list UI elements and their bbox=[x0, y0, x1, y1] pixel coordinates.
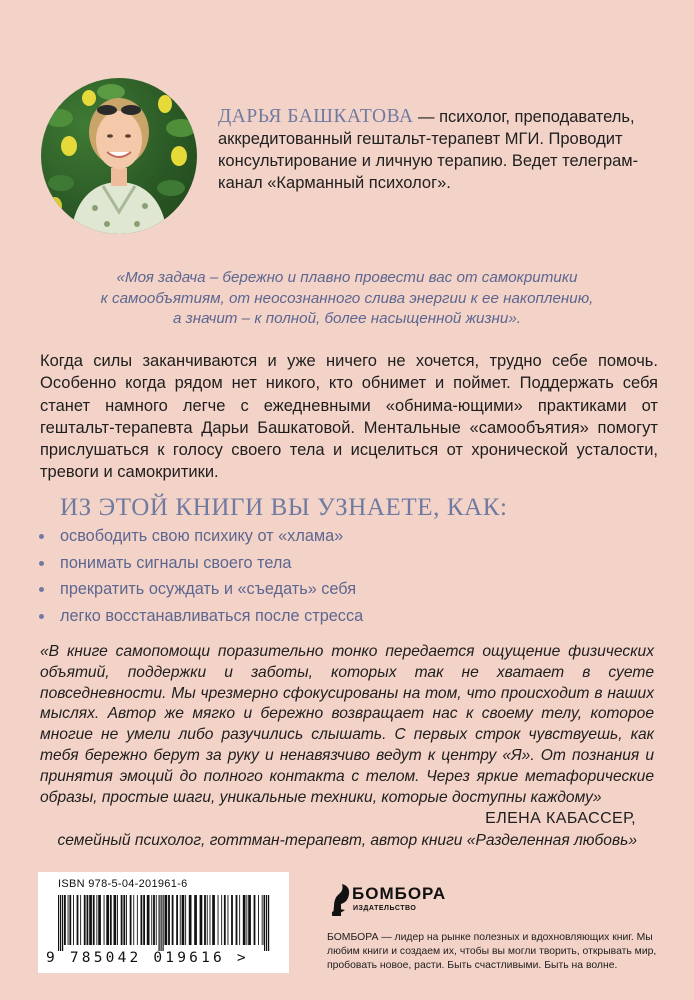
barcode-bar bbox=[236, 895, 238, 945]
barcode-bar bbox=[123, 895, 125, 945]
author-bio-text: — психолог, преподаватель, аккредитованный гештальт-терапевт МГИ. Проводит консультирование и личную терапию. Ведет телеграм-канал «Карманный психолог». bbox=[218, 108, 639, 192]
barcode-bar bbox=[163, 895, 164, 951]
list-item bbox=[38, 576, 363, 603]
barcode-bar bbox=[143, 895, 145, 945]
bombora-logo-icon bbox=[330, 882, 352, 918]
barcode-bar bbox=[141, 895, 143, 945]
barcode-bar bbox=[60, 895, 61, 951]
barcode-bar bbox=[80, 895, 81, 945]
list-item-text: понимать сигналы своего тела bbox=[60, 553, 292, 572]
barcode-bar bbox=[185, 895, 186, 945]
logo-name: БОМБОРА bbox=[352, 884, 447, 903]
barcode-bar bbox=[200, 895, 203, 945]
book-description: Когда силы заканчиваются и уже ничего не хочется, трудно себе помочь. Особенно когда рядом нет никого, кто обнимет и поймет. Поддержать себя станет намного легче с ежедневными «обнима-ющими» практиками от гештальт-терапевта Дарьи Башкатовой. Ментальные «самообъятия» помогут прислушаться к голосу своего тела и исцелиться от хронической усталости, тревоги и самокритики. bbox=[40, 352, 658, 482]
list-item bbox=[38, 550, 363, 577]
barcode-box bbox=[38, 872, 289, 973]
bullet-icon bbox=[39, 614, 44, 619]
list-item-text: прекратить осуждать и «съедать» себя bbox=[60, 580, 357, 598]
barcode-bar bbox=[228, 895, 229, 945]
barcode-bar bbox=[153, 895, 155, 945]
logo-subtitle: ИЗДАТЕЛЬСТВО bbox=[353, 905, 417, 912]
barcode-bar bbox=[204, 895, 206, 945]
barcode-bar bbox=[110, 895, 112, 945]
barcode-icon bbox=[58, 895, 270, 951]
isbn-label: ISBN 978-5-04-201961-6 bbox=[58, 878, 188, 890]
author-photo-illustration bbox=[41, 78, 197, 234]
barcode-bar bbox=[137, 895, 138, 945]
barcode-bar bbox=[165, 895, 168, 945]
barcode-bar bbox=[194, 895, 197, 945]
barcode-bar bbox=[159, 895, 160, 951]
publisher-info bbox=[327, 931, 657, 973]
barcode-bar bbox=[126, 895, 127, 945]
author-quote-line: к самообъятиям, от неосознанного слива энергии к ее накоплению, bbox=[100, 289, 594, 307]
author-portrait bbox=[41, 78, 197, 234]
barcode-bar bbox=[93, 895, 95, 945]
barcode-bar bbox=[87, 895, 89, 945]
publisher-logo bbox=[330, 880, 510, 920]
author-quote bbox=[40, 268, 654, 330]
barcode-bar bbox=[130, 895, 132, 945]
barcode-bar bbox=[254, 895, 256, 945]
list-item bbox=[38, 523, 363, 550]
list-item-text: освободить свою психику от «хлама» bbox=[60, 527, 344, 545]
barcode-bar bbox=[182, 895, 185, 945]
barcode-bar bbox=[266, 895, 267, 951]
barcode-bar bbox=[98, 895, 101, 945]
barcode-bar bbox=[172, 895, 174, 945]
barcode-bar bbox=[84, 895, 86, 945]
barcode-bar bbox=[212, 895, 215, 945]
barcode-bar bbox=[151, 895, 152, 945]
barcode-bar bbox=[64, 895, 66, 945]
publisher-about: — лидер на рынке полезных и вдохновляющих книг. Мы любим книги и создаем их, чтобы вы могли творить, открывать мир, пробовать новое, расти. Быть счастливыми. Быть на волне. bbox=[327, 932, 657, 971]
barcode-bar bbox=[121, 895, 123, 945]
barcode-bar bbox=[104, 895, 105, 945]
barcode-bar bbox=[114, 895, 117, 945]
barcode-bar bbox=[246, 895, 247, 945]
barcode-bar bbox=[268, 895, 269, 951]
reviewer-name: ЕЛЕНА КАБАССЕР, bbox=[485, 810, 636, 827]
bullet-icon bbox=[39, 587, 44, 592]
bullet-icon bbox=[39, 534, 44, 539]
barcode-bar bbox=[73, 895, 74, 945]
barcode-bar bbox=[210, 895, 211, 945]
reviewer-role: семейный психолог, готтман-терапевт, автор книги «Разделенная любовь» bbox=[57, 832, 637, 849]
barcode-bar bbox=[168, 895, 170, 945]
barcode-bar bbox=[258, 895, 259, 945]
barcode-bar bbox=[147, 895, 150, 945]
list-item-text: легко восстанавливаться после стресса bbox=[60, 606, 364, 625]
list-item bbox=[38, 603, 363, 630]
barcode-bar bbox=[231, 895, 233, 945]
review-text: «В книге самопомощи поразительно тонко передается ощущение физических объятий, поддержки и заботы, которых так не хватает в суете повседневности. Мы чрезмерно сфокусированы на том, что происходит в наших мыслях. Автор же мягко и бережно возвращает нас к своему телу, которое многие не умели либо разучились слышать. С первых строк чувствуешь, как тебя бережно берут за руку и ненавязчиво ведут к центру «Я». От познания и принятия эмоций до полного контакта с телом. Через яркие метафорические образы, простые шаги, уникальные техники, которые доступны каждому» bbox=[40, 643, 654, 806]
barcode-bar bbox=[180, 895, 181, 945]
barcode-bar bbox=[189, 895, 192, 945]
author-bio bbox=[218, 106, 658, 194]
barcode-bar bbox=[68, 895, 69, 945]
barcode-bar bbox=[117, 895, 118, 945]
barcode-bar bbox=[224, 895, 226, 945]
barcode-bar bbox=[264, 895, 265, 951]
publisher-name: БОМБОРА bbox=[327, 932, 379, 943]
barcode-bar bbox=[133, 895, 134, 945]
barcode-bar bbox=[218, 895, 219, 945]
barcode-bar bbox=[156, 895, 157, 945]
barcode-bar bbox=[239, 895, 240, 945]
author-name: ДАРЬЯ БАШКАТОВА bbox=[218, 106, 414, 127]
learn-list bbox=[38, 523, 363, 629]
author-quote-line: «Моя задача – бережно и плавно провести вас от самокритики bbox=[116, 269, 578, 286]
barcode-bar bbox=[58, 895, 59, 951]
bullet-icon bbox=[39, 561, 44, 566]
barcode-bar bbox=[207, 895, 208, 945]
barcode-digits: 9 785042 019616 > bbox=[46, 950, 249, 966]
barcode-bar bbox=[176, 895, 178, 945]
barcode-bar bbox=[69, 895, 71, 945]
barcode-bar bbox=[221, 895, 222, 945]
barcode-bar bbox=[248, 895, 251, 945]
barcode-bar bbox=[62, 895, 63, 951]
barcode-bar bbox=[161, 895, 162, 951]
author-quote-line: а значит – к полной, более насыщенной жизни». bbox=[172, 310, 521, 327]
barcode-bar bbox=[96, 895, 97, 945]
barcode-bar bbox=[262, 895, 263, 945]
barcode-bar bbox=[243, 895, 246, 945]
learn-title: ИЗ ЭТОЙ КНИГИ ВЫ УЗНАЕТЕ, КАК: bbox=[60, 494, 508, 521]
barcode-bar bbox=[106, 895, 109, 945]
barcode-bar bbox=[89, 895, 92, 945]
barcode-bar bbox=[77, 895, 79, 945]
